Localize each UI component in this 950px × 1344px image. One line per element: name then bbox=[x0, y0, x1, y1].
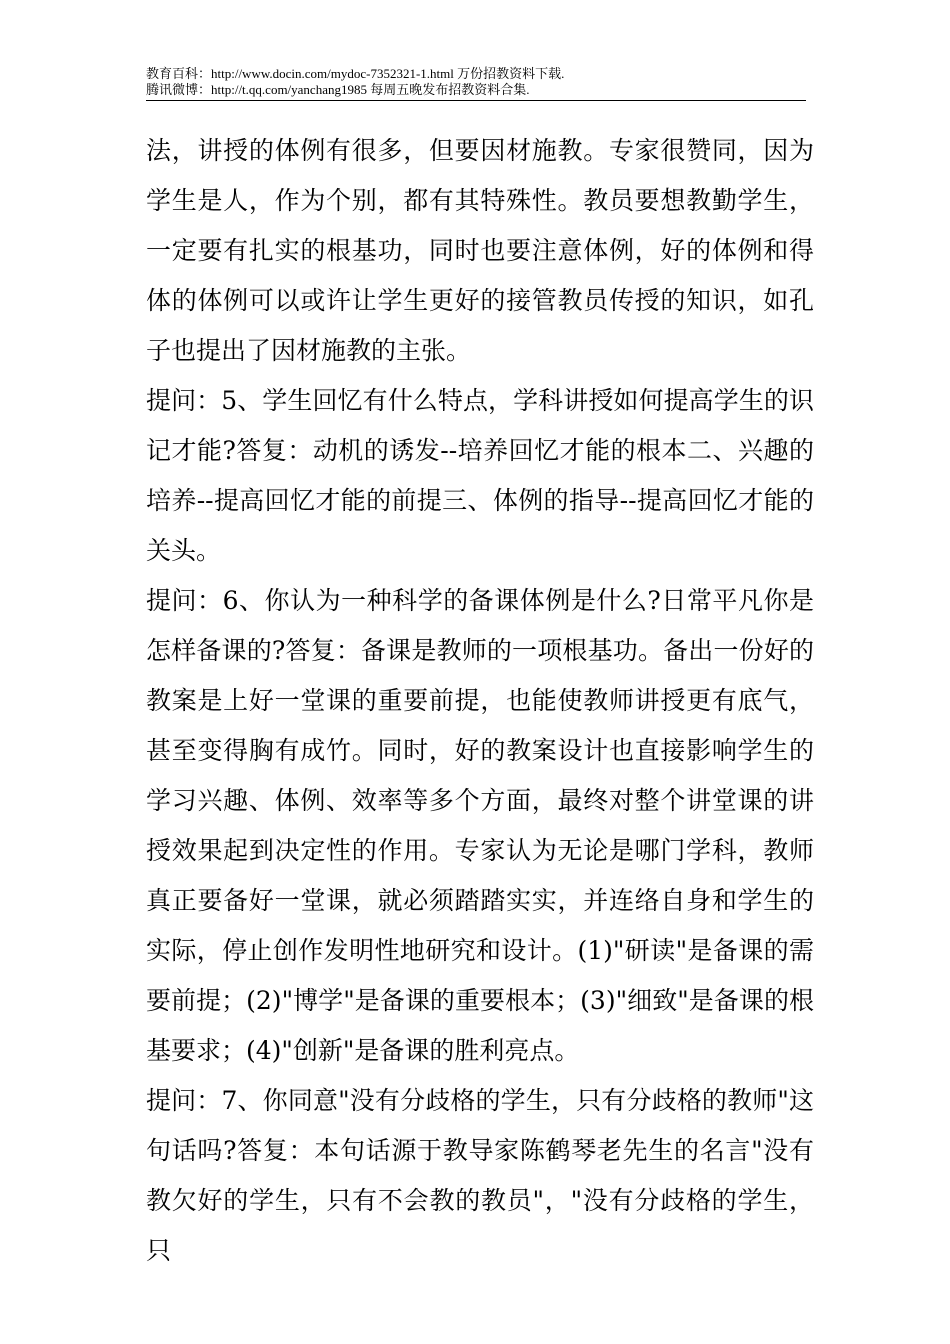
paragraph-question-6: 提问：6、你认为一种科学的备课体例是什么?日常平凡你是怎样备课的?答复：备课是教师的一项根基功。备出一份好的教案是上好一堂课的重要前提，也能使教师讲授更有底气，甚至变得胸有成竹。同时，好的教案设计也直接影响学生的学习兴趣、体例、效率等多个方面，最终对整个讲堂课的讲授效果起到决定性的作用。专家认为无论是哪门学科，教师真正要备好一堂课，就必须踏踏实实，并连络自身和学生的实际，停止创作发明性地研究和设计。(1)"研读"是备课的需要前提；(2)"博学"是备课的重要根本；(3)"细致"是备课的根基要求；(4)"创新"是备课的胜利亮点。 bbox=[146, 586, 814, 1065]
paragraph-teaching-methods: 法，讲授的体例有很多，但要因材施教。专家很赞同，因为学生是人，作为个别，都有其特殊性。教员要想教勤学生，一定要有扎实的根基功，同时也要注意体例，好的体例和得体的体例可以或许让学生更好的接管教员传授的知识，如孔子也提出了因材施教的主张。 bbox=[146, 136, 814, 365]
paragraph-question-7: 提问：7、你同意"没有分歧格的学生，只有分歧格的教师"这句话吗?答复：本句话源于教导家陈鹤琴老先生的名言"没有教欠好的学生，只有不会教的教员"，"没有分歧格的学生，只 bbox=[146, 1086, 814, 1265]
header-line-docin: 教育百科：http://www.docin.com/mydoc-7352321-1.html 万份招教资料下载. bbox=[146, 66, 565, 81]
header-line-weibo: 腾讯微博：http://t.qq.com/yanchang1985 每周五晚发布招教资料合集. bbox=[146, 82, 530, 97]
page-header bbox=[146, 66, 806, 98]
document-body bbox=[146, 126, 814, 1276]
paragraph-question-5: 提问：5、学生回忆有什么特点，学科讲授如何提高学生的识记才能?答复：动机的诱发--培养回忆才能的根本二、兴趣的培养--提高回忆才能的前提三、体例的指导--提高回忆才能的关头。 bbox=[146, 386, 814, 565]
header-divider bbox=[146, 100, 806, 101]
